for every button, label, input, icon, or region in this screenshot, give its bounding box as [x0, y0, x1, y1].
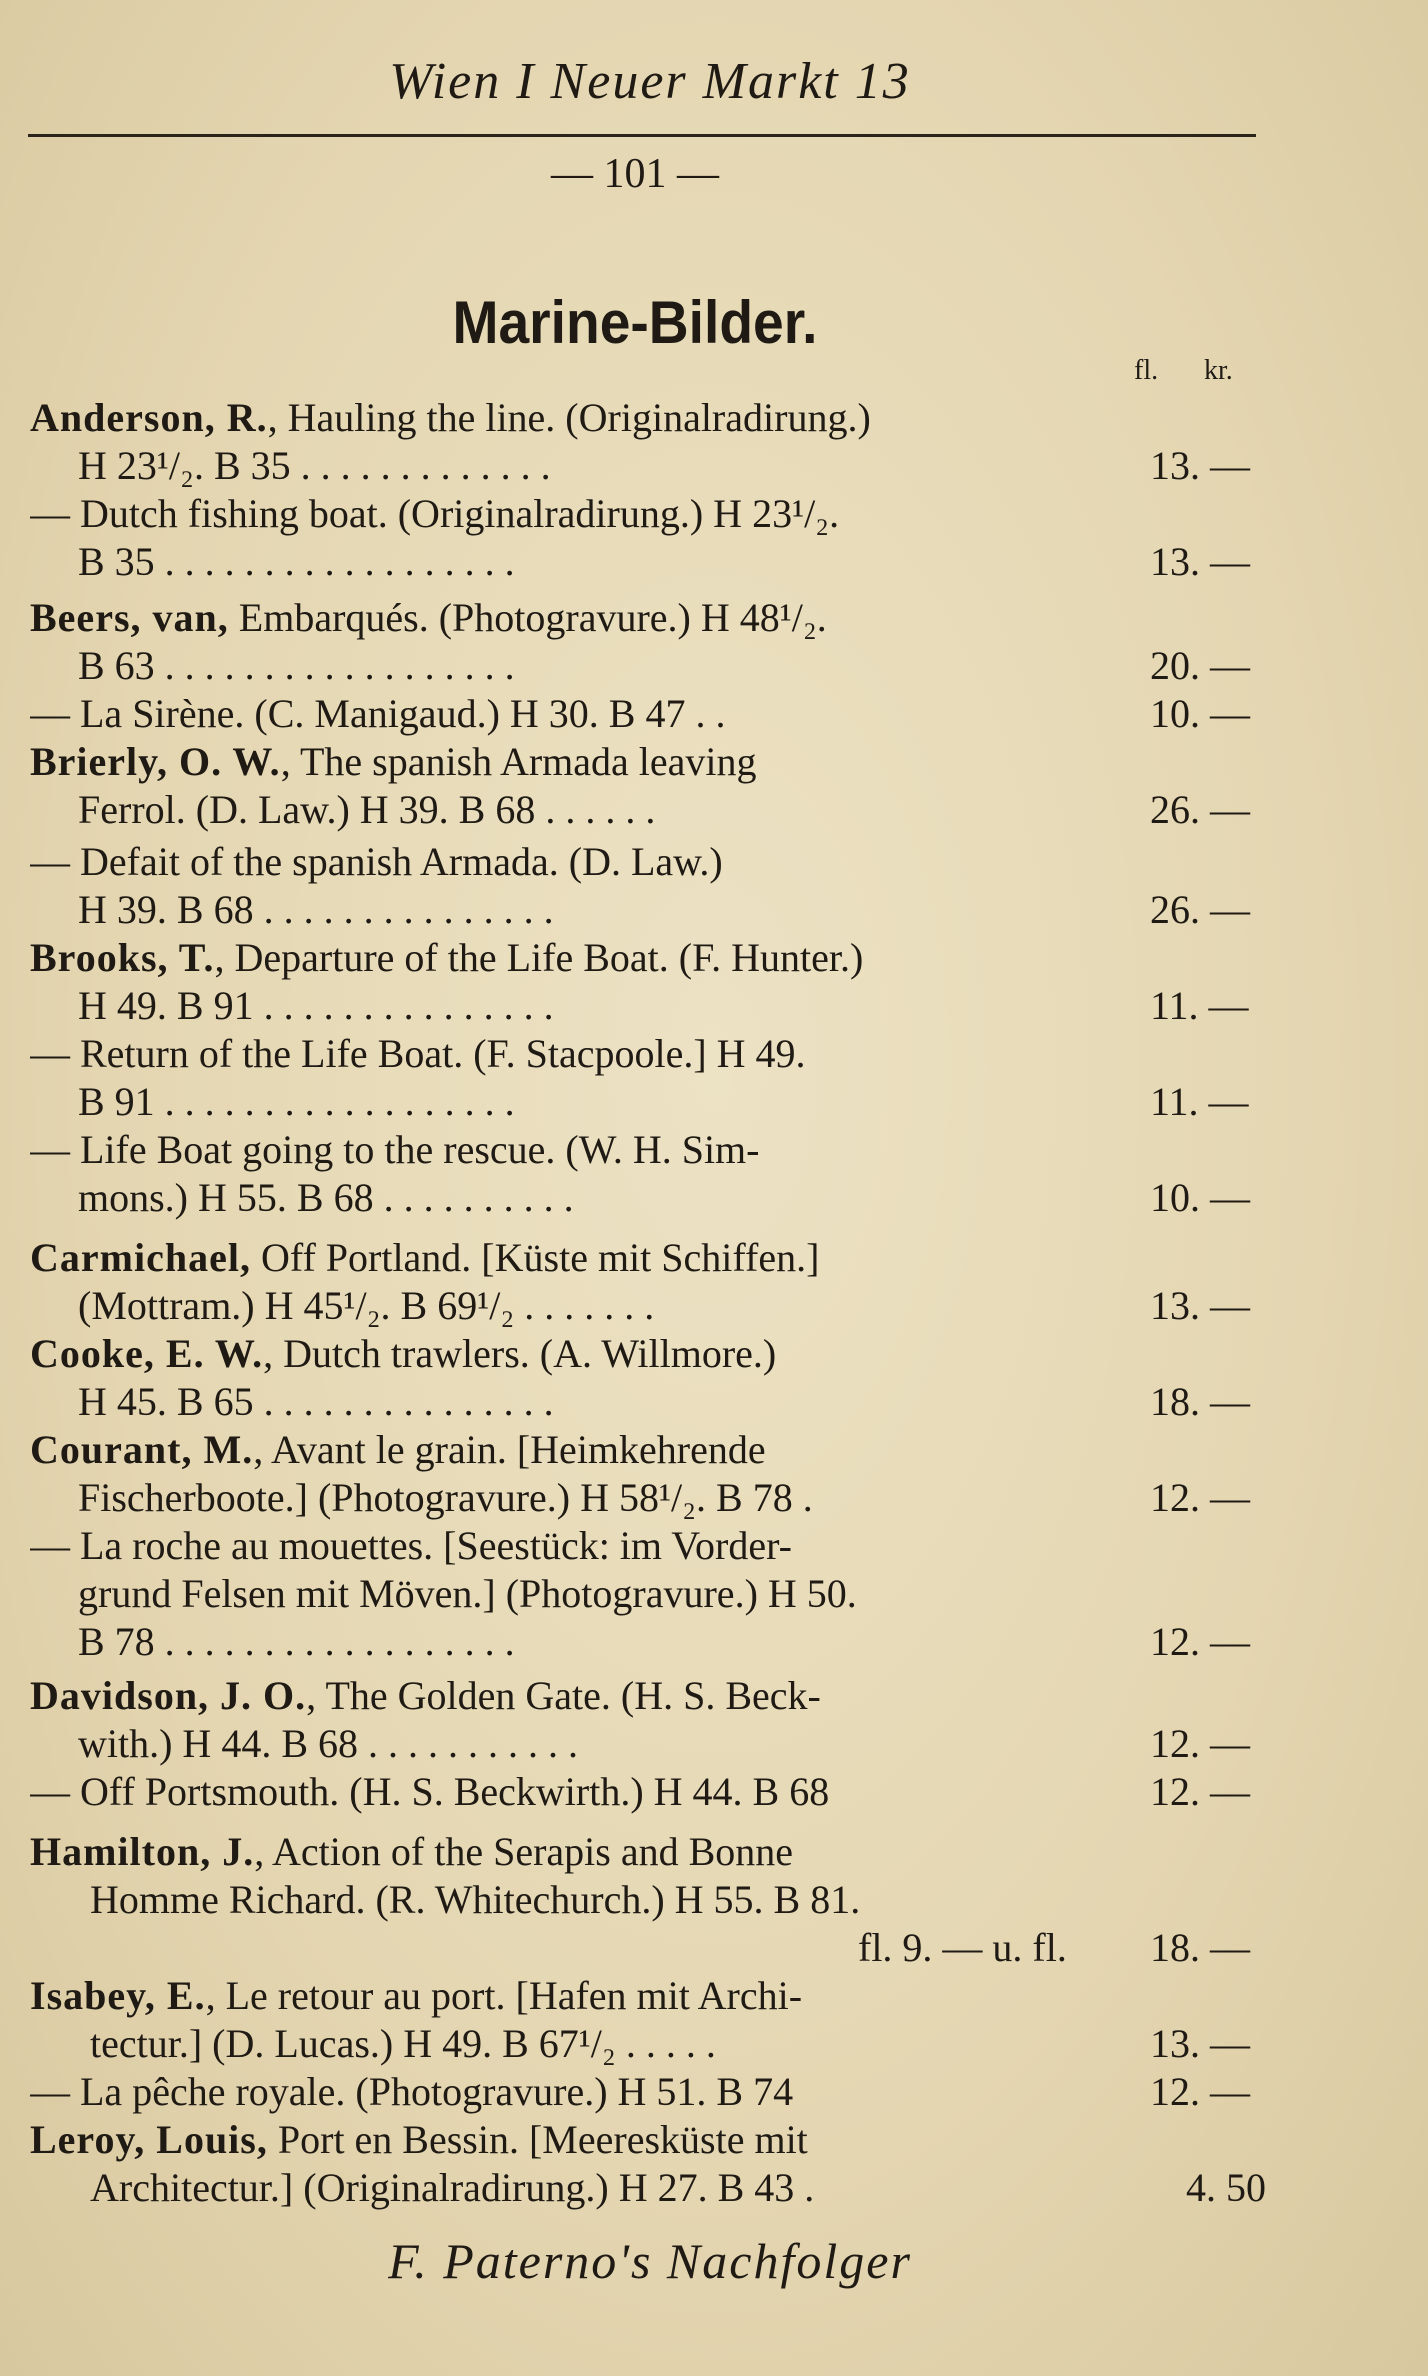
entry-details: Homme Richard. (R. Whitechurch.) H 55. B 81. — [90, 1877, 861, 1922]
header-rule — [28, 134, 1256, 137]
entry-details: Architectur.] (Originalradirung.) H 27. B 43 . — [90, 2165, 815, 2210]
entry-price: 18. — — [1150, 1379, 1250, 1424]
column-header-kreuzer: kr. — [1204, 355, 1233, 386]
entry-details: H 39. B 68 . . . . . . . . . . . . . . . — [78, 887, 554, 932]
entry-title: — Return of the Life Boat. (F. Stacpoole.] H 49. — [30, 1031, 806, 1076]
entry-line — [0, 1330, 1428, 1378]
entry-details: (Mottram.) H 45¹/₂. B 69¹/₂ . . . . . . . — [78, 1283, 655, 1328]
entry-line — [0, 538, 1428, 586]
entry-title: — Defait of the spanish Armada. (D. Law.) — [30, 839, 723, 884]
entry-line — [0, 1570, 1428, 1618]
entry-title: , The Golden Gate. (H. S. Beck- — [306, 1673, 821, 1718]
entry-details: Fischerboote.] (Photogravure.) H 58¹/₂. B 78 . — [78, 1475, 813, 1520]
entry-price: 10. — — [1150, 691, 1250, 736]
entry-price: 26. — — [1150, 787, 1250, 832]
entry-line — [0, 1828, 1428, 1876]
entry-line — [0, 838, 1428, 886]
entry-price: 20. — — [1150, 643, 1250, 688]
entry-price: 12. — — [1150, 1619, 1250, 1664]
entry-line — [0, 1924, 1428, 1972]
entry-price: 13. — — [1150, 539, 1250, 584]
entry-line — [0, 1426, 1428, 1474]
artist-name: Brierly, O. W. — [30, 739, 281, 784]
entry-line — [0, 982, 1428, 1030]
entry-title: , Avant le grain. [Heimkehrende — [253, 1427, 766, 1472]
artist-name: Anderson, R. — [30, 395, 268, 440]
entry-details: B 35 . . . . . . . . . . . . . . . . . . — [78, 539, 515, 584]
entry-details: B 91 . . . . . . . . . . . . . . . . . . — [78, 1079, 515, 1124]
entry-line — [0, 642, 1428, 690]
entry-details: Ferrol. (D. Law.) H 39. B 68 . . . . . . — [78, 787, 656, 832]
entry-price: 13. — — [1150, 443, 1250, 488]
entry-price: 12. — — [1150, 1475, 1250, 1520]
entry-line — [0, 934, 1428, 982]
entry-line — [0, 690, 1428, 738]
entry-details: B 78 . . . . . . . . . . . . . . . . . . — [78, 1619, 515, 1664]
entry-details: tectur.] (D. Lucas.) H 49. B 67¹/₂ . . . . . — [90, 2021, 716, 2066]
page-header-location: Wien I Neuer Markt 13 — [389, 53, 911, 110]
entry-details: H 45. B 65 . . . . . . . . . . . . . . . — [78, 1379, 554, 1424]
entry-price: 26. — — [1150, 887, 1250, 932]
entry-title: — Dutch fishing boat. (Originalradirung.) H 23¹/₂. — [30, 491, 840, 536]
entry-price: 12. — — [1150, 1769, 1250, 1814]
artist-name: Courant, M. — [30, 1427, 254, 1472]
entry-details: grund Felsen mit Möven.] (Photogravure.) H 50. — [78, 1571, 857, 1616]
entry-price: 12. — — [1150, 1721, 1250, 1766]
entry-details: with.) H 44. B 68 . . . . . . . . . . . — [78, 1721, 578, 1766]
entry-line — [0, 1768, 1428, 1816]
entry-line — [0, 1126, 1428, 1174]
entry-line — [0, 2164, 1428, 2212]
entry-line — [0, 2116, 1428, 2164]
entry-details: mons.) H 55. B 68 . . . . . . . . . . — [78, 1175, 574, 1220]
entry-title: , The spanish Armada leaving — [280, 739, 757, 784]
entry-price: 18. — — [1150, 1925, 1250, 1970]
artist-name: Davidson, J. O. — [30, 1673, 307, 1718]
entry-line — [0, 786, 1428, 834]
entry-line — [0, 442, 1428, 490]
entry-line — [0, 594, 1428, 642]
entry-title: , Le retour au port. [Hafen mit Archi- — [205, 1973, 803, 2018]
entry-line — [0, 2068, 1428, 2116]
entry-line — [0, 1876, 1428, 1924]
entry-price: 13. — — [1150, 1283, 1250, 1328]
entry-title: , Departure of the Life Boat. (F. Hunter.) — [214, 935, 864, 980]
artist-name: Carmichael, — [30, 1235, 251, 1280]
entry-line — [0, 1474, 1428, 1522]
entry-title: — La Sirène. (C. Manigaud.) H 30. B 47 . . — [30, 691, 726, 736]
entry-details: H 49. B 91 . . . . . . . . . . . . . . . — [78, 983, 554, 1028]
entry-price: 10. — — [1150, 1175, 1250, 1220]
entry-line — [0, 1522, 1428, 1570]
entry-title: Port en Bessin. [Meeresküste mit — [267, 2117, 808, 2162]
entry-price: 11. — — [1150, 1079, 1249, 1124]
entry-line — [0, 394, 1428, 442]
entry-title: — La pêche royale. (Photogravure.) H 51. B 74 — [30, 2069, 794, 2114]
entry-title: Embarqués. (Photogravure.) H 48¹/₂. — [228, 595, 827, 640]
entry-price: 13. — — [1150, 2021, 1250, 2066]
entry-title: , Action of the Serapis and Bonne — [254, 1829, 794, 1874]
entry-line — [0, 1720, 1428, 1768]
publisher-footer: F. Paterno's Nachfolger — [388, 2233, 912, 2289]
entry-price: 4. 50 — [1186, 2165, 1266, 2210]
entry-line — [0, 2020, 1428, 2068]
section-title: Marine-Bilder. — [452, 289, 818, 356]
entry-line — [0, 1972, 1428, 2020]
entry-line — [0, 1234, 1428, 1282]
column-header-florin: fl. — [1134, 355, 1159, 386]
entry-title: — La roche au mouettes. [Seestück: im Vorder- — [30, 1523, 792, 1568]
entry-line — [0, 490, 1428, 538]
entry-title: Off Portland. [Küste mit Schiffen.] — [250, 1235, 820, 1280]
entry-line — [0, 1618, 1428, 1666]
artist-name: Hamilton, J. — [30, 1829, 255, 1874]
entry-price: 11. — — [1150, 983, 1249, 1028]
artist-name: Cooke, E. W. — [30, 1331, 264, 1376]
entry-title: — Off Portsmouth. (H. S. Beckwirth.) H 44. B 68 — [30, 1769, 830, 1814]
artist-name: Leroy, Louis, — [30, 2117, 268, 2162]
entry-line — [0, 1030, 1428, 1078]
artist-name: Isabey, E. — [30, 1973, 206, 2018]
entry-title: , Dutch trawlers. (A. Willmore.) — [263, 1331, 777, 1376]
entry-line — [0, 886, 1428, 934]
page-number: — 101 — — [551, 151, 719, 197]
entry-title: — Life Boat going to the rescue. (W. H. Sim- — [30, 1127, 760, 1172]
entry-details: H 23¹/₂. B 35 . . . . . . . . . . . . . — [78, 443, 551, 488]
entry-line — [0, 1378, 1428, 1426]
artist-name: Beers, van, — [30, 595, 229, 640]
entry-price-note: fl. 9. — u. fl. — [858, 1925, 1067, 1970]
entry-title: , Hauling the line. (Originalradirung.) — [267, 395, 871, 440]
entry-line — [0, 1174, 1428, 1222]
entry-price: 12. — — [1150, 2069, 1250, 2114]
artist-name: Brooks, T. — [30, 935, 215, 980]
entry-line — [0, 738, 1428, 786]
entry-details: B 63 . . . . . . . . . . . . . . . . . . — [78, 643, 515, 688]
entry-line — [0, 1078, 1428, 1126]
entry-line — [0, 1282, 1428, 1330]
entry-line — [0, 1672, 1428, 1720]
